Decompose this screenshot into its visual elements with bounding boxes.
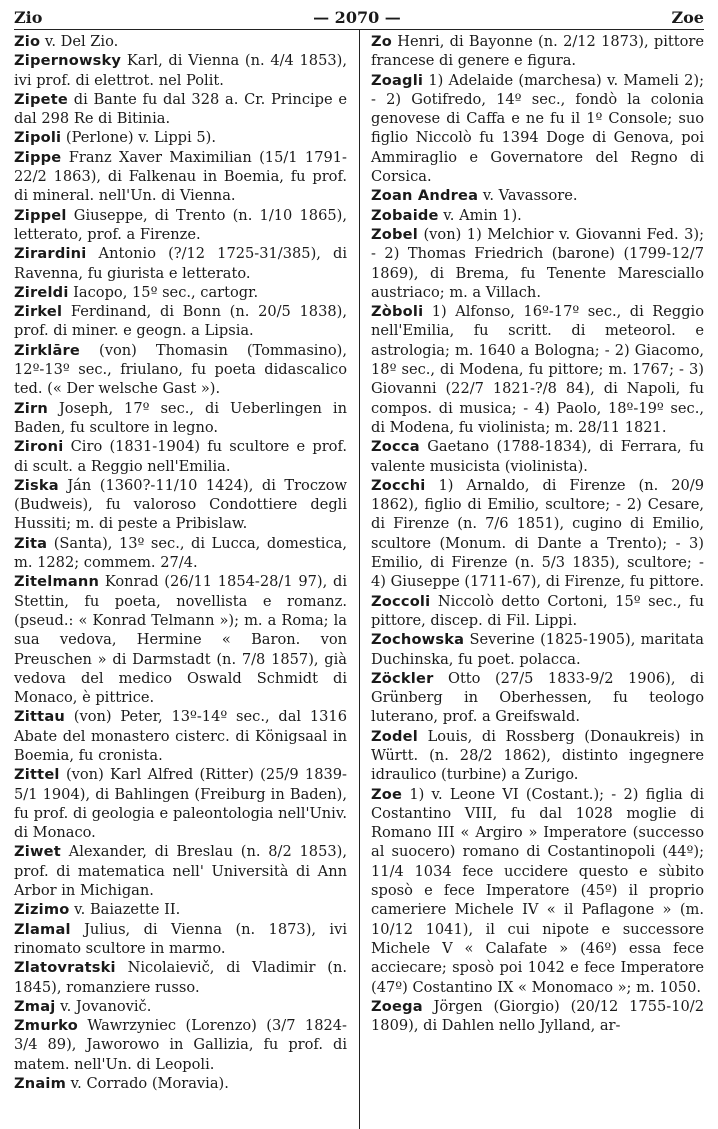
dictionary-entry bbox=[14, 958, 347, 997]
entry-text: v. Del Zio. bbox=[40, 33, 119, 50]
entry-headword: Zoccoli bbox=[371, 592, 431, 610]
dictionary-entry bbox=[371, 997, 704, 1036]
dictionary-entry bbox=[14, 476, 347, 534]
entry-headword: Zipernowsky bbox=[14, 52, 122, 70]
entry-headword: Zobel bbox=[371, 225, 418, 243]
entry-headword: Zmurko bbox=[14, 1017, 78, 1035]
dictionary-entry bbox=[371, 476, 704, 592]
entry-headword: Zippe bbox=[14, 148, 62, 166]
dictionary-entry bbox=[371, 206, 704, 225]
entry-headword: Ziwet bbox=[14, 843, 61, 861]
entry-headword: Zochowska bbox=[371, 631, 465, 649]
entry-text: Joseph, 17º sec., di Ueberlingen in Baden, fu scultore in legno. bbox=[14, 399, 347, 436]
entry-text: Jörgen (Giorgio) (20/12 1755-10/2 1809), di Dahlen nello Jylland, ar- bbox=[371, 997, 704, 1035]
entry-headword: Zocca bbox=[371, 438, 420, 456]
dictionary-entry bbox=[14, 90, 347, 129]
entry-headword: Zoan Andrea bbox=[371, 187, 479, 205]
entry-text: v. Jovanovič. bbox=[55, 997, 152, 1015]
dictionary-entry bbox=[14, 399, 347, 438]
dictionary-entry bbox=[14, 572, 347, 707]
right-column bbox=[371, 32, 704, 1035]
entry-text: Franz Xaver Maximilian (15/1 1791-22/2 1863), di Falkenau in Boemia, fu prof. di mineral. nell'Un. di Vienna. bbox=[14, 148, 347, 205]
entry-text: di Bante fu dal 328 a. Cr. Principe e dal 298 Re di Bitinia. bbox=[14, 90, 347, 128]
dictionary-entry bbox=[14, 32, 347, 51]
entry-text: (Santa), 13º sec., di Lucca, domestica, m. 1282; commem. 27/4. bbox=[14, 534, 347, 572]
entry-text: Henri, di Bayonne (n. 2/12 1873), pittore francese di genere e figura. bbox=[371, 33, 704, 70]
entry-text: (von) Karl Alfred (Ritter) (25/9 1839-5/1 1904), di Bahlingen (Freiburg in Baden), fu prof. di geologia e paleontologia nell'Univ. di Monaco. bbox=[14, 766, 347, 842]
entry-text: Karl, di Vienna (n. 4/4 1853), ivi prof. di elettrot. nel Polit. bbox=[14, 52, 347, 89]
dictionary-entry bbox=[14, 1016, 347, 1074]
entry-text: Severine (1825-1905), maritata Duchinska, fu poet. polacca. bbox=[371, 631, 704, 668]
dictionary-entry bbox=[14, 900, 347, 919]
entry-text: 1) Adelaide (marchesa) v. Mameli 2); - 2) Gotifredo, 14º sec., fondò la colonia genovese di Caffa e ne fu il 1º Console; suo figlio Niccolò fu 1394 Doge di Genova, poi Ammiraglio e Governatore del Regno di Corsica. bbox=[371, 71, 704, 186]
dictionary-entry bbox=[371, 225, 704, 302]
entry-text: (Perlone) v. Lippi 5). bbox=[61, 129, 216, 147]
dictionary-entry bbox=[14, 148, 347, 206]
entry-text: Iacopo, 15º sec., cartogr. bbox=[68, 283, 259, 301]
entry-headword: Zireldi bbox=[14, 283, 69, 301]
entry-headword: Zoagli bbox=[371, 71, 424, 89]
entry-headword: Zoe bbox=[371, 785, 403, 803]
entry-headword: Zirkel bbox=[14, 303, 63, 321]
dictionary-entry bbox=[371, 727, 704, 785]
dictionary-entry bbox=[14, 842, 347, 900]
entry-text: 1) v. Leone VI (Costant.); - 2) figlia di Costantino VIII, fu dal 1028 moglie di Romano III « Argiro » Imperatore (successo al suocero) romano di Costantinopoli (44º); 11/4 1034 fece uccidere questo e sùbito sposò e fece Imperatore (45º) il proprio cameriere Michele IV « il Paflagone » (m. 10/12 1041), il cui nipote e successore Michele V « Calafate » (46º) essa fece acciecare; sposò poi 1042 e fece Imperatore (47º) Costantino IX « Monomaco »; m. 1050. bbox=[371, 785, 704, 996]
dictionary-entry bbox=[371, 302, 704, 437]
dictionary-entry bbox=[14, 302, 347, 341]
entry-headword: Zmaj bbox=[14, 997, 56, 1015]
entry-headword: Zita bbox=[14, 534, 48, 552]
dictionary-entry bbox=[14, 1074, 347, 1093]
entry-headword: Zirklāre bbox=[14, 341, 81, 359]
dictionary-entry bbox=[14, 244, 347, 283]
entry-text: Ciro (1831-1904) fu scultore e prof. di scult. a Reggio nell'Emilia. bbox=[14, 438, 347, 475]
entry-text: Wawrzyniec (Lorenzo) (3/7 1824-3/4 89), Jaworowo in Gallizia, fu prof. di matem. nell'Un. di Leopoli. bbox=[14, 1017, 347, 1073]
entry-headword: Zlamal bbox=[14, 920, 71, 938]
entry-text: Alexander, di Breslau (n. 8/2 1853), prof. di matematica nell' Università di Ann Arbor in Michigan. bbox=[14, 843, 347, 900]
entry-headword: Zoega bbox=[371, 997, 423, 1015]
entry-text: Ferdinand, di Bonn (n. 20/5 1838), prof. di miner. e geogn. a Lipsia. bbox=[14, 303, 347, 340]
entry-text: v. Vavassore. bbox=[478, 187, 578, 205]
left-column bbox=[14, 32, 347, 1093]
entry-text: Giuseppe, di Trento (n. 1/10 1865), letterato, prof. a Firenze. bbox=[14, 206, 347, 243]
entry-headword: Zocchi bbox=[371, 476, 426, 494]
dictionary-entry bbox=[371, 32, 704, 71]
entry-text: v. Corrado (Moravia). bbox=[66, 1075, 229, 1093]
entry-text: (von) Peter, 13º-14º sec., dal 1316 Abate del monastero cisterc. di Königsaal in Boemia, fu cronista. bbox=[14, 708, 347, 764]
dictionary-entry bbox=[14, 997, 347, 1016]
entry-text: v. Amin 1). bbox=[438, 206, 522, 224]
entry-headword: Zipete bbox=[14, 90, 69, 108]
entry-headword: Zlatovratski bbox=[14, 959, 116, 977]
dictionary-entry bbox=[14, 707, 347, 765]
entry-headword: Zirardini bbox=[14, 245, 87, 263]
dictionary-entry bbox=[14, 283, 347, 302]
entry-headword: Zirn bbox=[14, 399, 48, 417]
dictionary-entry bbox=[14, 920, 347, 959]
entry-text: Niccolò detto Cortoni, 15º sec., fu pittore, discep. di Fil. Lippi. bbox=[371, 592, 704, 629]
dictionary-entry bbox=[14, 437, 347, 476]
entry-text: 1) Alfonso, 16º-17º sec., di Reggio nell'Emilia, fu scritt. di meteorol. e astrologia; m. 1640 a Bologna; - 2) Giacomo, 18º sec., di Modena, fu pittore; m. 1767; - 3) Giovanni (22/7 1821-?/8 84), di Napoli, fu compos. di musica; - 4) Paolo, 18º-19º sec., di Modena, fu violinista; m. 28/11 1821. bbox=[371, 303, 704, 436]
dictionary-entry bbox=[14, 128, 347, 147]
dictionary-entry bbox=[371, 592, 704, 631]
entry-text: Nicolaievič, di Vladimir (n. 1845), romanziere russo. bbox=[14, 959, 347, 996]
entry-headword: Zòboli bbox=[371, 303, 424, 321]
page-header bbox=[14, 6, 704, 28]
dictionary-entry bbox=[14, 765, 347, 842]
entry-text: Louis, di Rossberg (Donaukreis) in Württ. (n. 28/2 1862), distinto ingegnere idraulico (turbine) a Zurigo. bbox=[371, 727, 704, 784]
entry-headword: Zizimo bbox=[14, 901, 70, 919]
entry-headword: Zio bbox=[14, 33, 41, 50]
page-number: — 2070 — bbox=[313, 7, 401, 27]
entry-text: Antonio (?/12 1725-31/385), di Ravenna, fu giurista e letterato. bbox=[14, 245, 347, 282]
entry-text: Otto (27/5 1833-9/2 1906), di Grünberg in Oberhessen, fu teologo luterano, prof. a Greifswald. bbox=[371, 669, 704, 726]
entry-headword: Zitelmann bbox=[14, 573, 100, 591]
dictionary-entry bbox=[371, 630, 704, 669]
header-right-word: Zoe bbox=[671, 7, 704, 27]
dictionary-entry bbox=[14, 534, 347, 573]
entry-headword: Zo bbox=[371, 33, 393, 50]
entry-headword: Zipoli bbox=[14, 129, 62, 147]
entry-text: Ján (1360?-11/10 1424), di Troczow (Budweis), fu valoroso Condottiere degli Hussiti; m. di peste a Pribislaw. bbox=[14, 476, 347, 533]
entry-text: (von) Thomasin (Tommasino), 12º-13º sec., friulano, fu poeta didascalico ted. (« Der welsche Gast »). bbox=[14, 341, 347, 398]
entry-text: Konrad (26/11 1854-28/1 97), di Stettin, fu poeta, novellista e romanz. (pseud.: « Konrad Telmann »); m. a Roma; la sua vedova, Hermine « Baron. von Preuschen » di Darmstadt (n. 7/8 1857), già vedova del medico Oswald Schmidt di Monaco, è pittrice. bbox=[14, 573, 347, 707]
entry-text: Gaetano (1788-1834), di Ferrara, fu valente musicista (violinista). bbox=[371, 438, 704, 475]
header-left-word: Zio bbox=[14, 7, 43, 27]
entry-headword: Ziska bbox=[14, 476, 59, 494]
entry-headword: Zittel bbox=[14, 766, 60, 784]
column-divider bbox=[359, 30, 360, 1129]
entry-headword: Zittau bbox=[14, 708, 65, 726]
entry-headword: Zobaide bbox=[371, 206, 439, 224]
dictionary-entry bbox=[371, 669, 704, 727]
dictionary-entry bbox=[14, 341, 347, 399]
dictionary-entry bbox=[371, 785, 704, 997]
entry-text: (von) 1) Melchior v. Giovanni Fed. 3); - 2) Thomas Friedrich (barone) (1799-12/7 1869), di Brema, fu Tenente Maresciallo austriaco; m. a Villach. bbox=[371, 225, 704, 301]
entry-headword: Zodel bbox=[371, 727, 418, 745]
entry-headword: Zippel bbox=[14, 206, 67, 224]
dictionary-entry bbox=[371, 437, 704, 476]
entry-text: 1) Arnaldo, di Firenze (n. 20/9 1862), figlio di Emilio, scultore; - 2) Cesare, di Firenze (n. 7/6 1851), cugino di Emilio, scultore (Monum. di Dante a Trento); - 3) Emilio, di Firenze (n. 5/3 1835), scultore; - 4) Giuseppe (1711-67), di Firenze, fu pittore. bbox=[371, 476, 705, 591]
dictionary-entry bbox=[14, 51, 347, 90]
entry-text: v. Baiazette II. bbox=[69, 901, 181, 919]
dictionary-entry bbox=[14, 206, 347, 245]
entry-headword: Zöckler bbox=[371, 669, 434, 687]
entry-text: Julius, di Vienna (n. 1873), ivi rinomato scultore in marmo. bbox=[14, 920, 347, 957]
dictionary-entry bbox=[371, 71, 704, 187]
dictionary-entry bbox=[371, 186, 704, 205]
entry-headword: Zironi bbox=[14, 438, 64, 456]
entry-headword: Znaim bbox=[14, 1075, 67, 1093]
